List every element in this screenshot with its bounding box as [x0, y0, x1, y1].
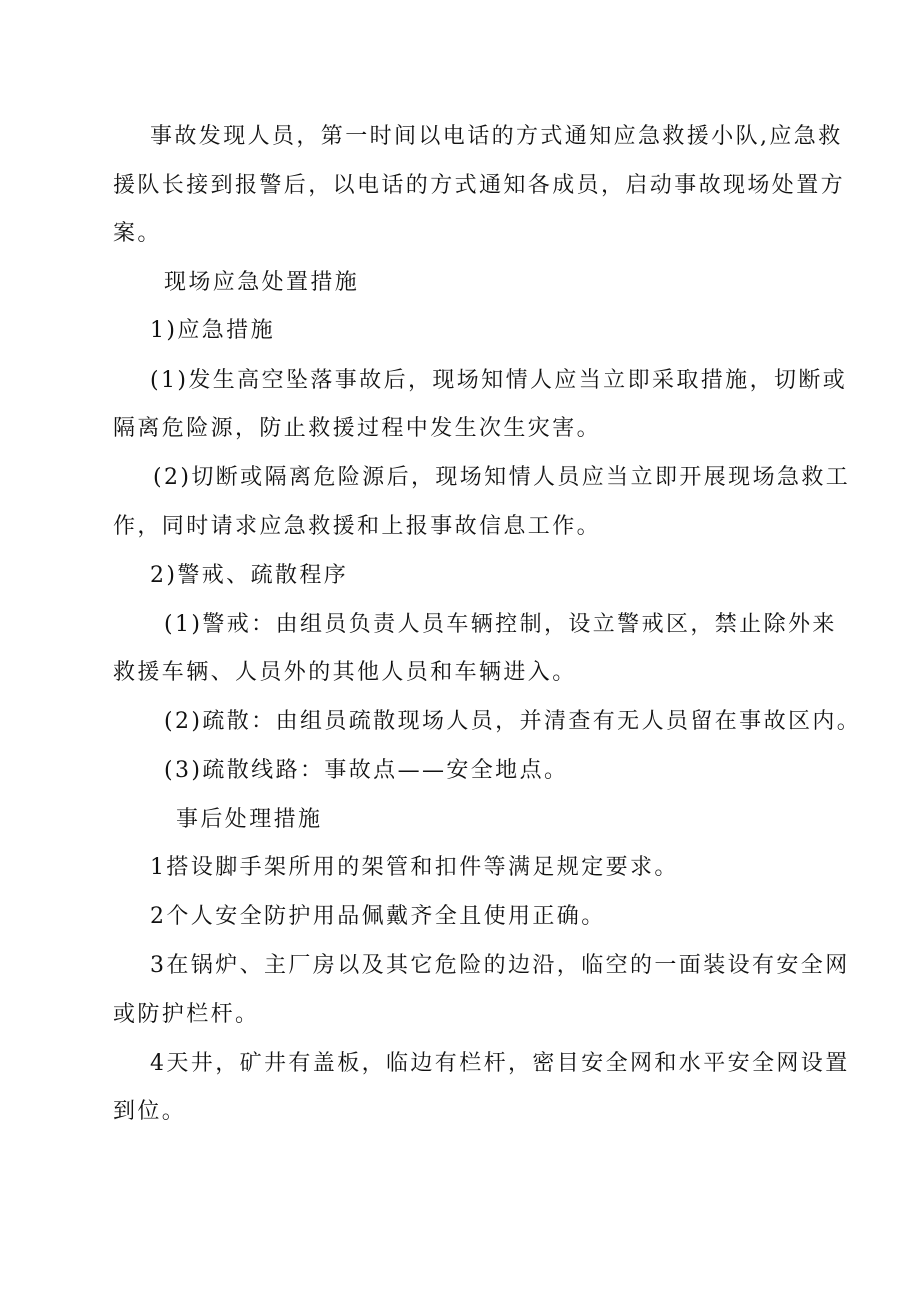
subsection-heading: 1)应急措施: [150, 318, 275, 343]
text-line: (2)疏散：由组员疏散现场人员，并清查有无人员留在事故区内。: [164, 709, 862, 734]
text-line: 隔离危险源，防止救援过程中发生次生灾害。: [113, 416, 602, 441]
text-line: 或防护栏杆。: [113, 1002, 260, 1027]
text-line: (3)疏散线路：事故点——安全地点。: [164, 758, 569, 783]
text-line: 案。: [113, 221, 162, 246]
text-line: 作，同时请求应急救援和上报事故信息工作。: [113, 514, 602, 539]
text-line: 事故发现人员，第一时间以电话的方式通知应急救援小队,应急救: [150, 124, 843, 149]
text-line: 3在锅炉、主厂房以及其它危险的边沿，临空的一面装设有安全网: [150, 953, 850, 978]
text-line: (1)发生高空坠落事故后，现场知情人应当立即采取措施，切断或: [150, 368, 848, 393]
text-line: (1)警戒：由组员负责人员车辆控制，设立警戒区，禁止除外来: [164, 612, 837, 637]
text-line: 援队长接到报警后，以电话的方式通知各成员，启动事故现场处置方: [113, 173, 846, 198]
section-heading: 事后处理措施: [176, 807, 323, 832]
subsection-heading: 2)警戒、疏散程序: [150, 563, 349, 588]
text-line: 到位。: [113, 1099, 187, 1124]
text-line: 1搭设脚手架所用的架管和扣件等满足规定要求。: [150, 855, 679, 880]
section-heading: 现场应急处置措施: [164, 270, 360, 295]
text-line: 救援车辆、人员外的其他人员和车辆进入。: [113, 660, 577, 685]
text-line: 4天井，矿井有盖板，临边有栏杆，密目安全网和水平安全网设置: [150, 1051, 850, 1076]
text-line: 2个人安全防护用品佩戴齐全且使用正确。: [150, 904, 606, 929]
text-line: (2)切断或隔离危险源后，现场知情人员应当立即开展现场急救工: [153, 465, 851, 490]
